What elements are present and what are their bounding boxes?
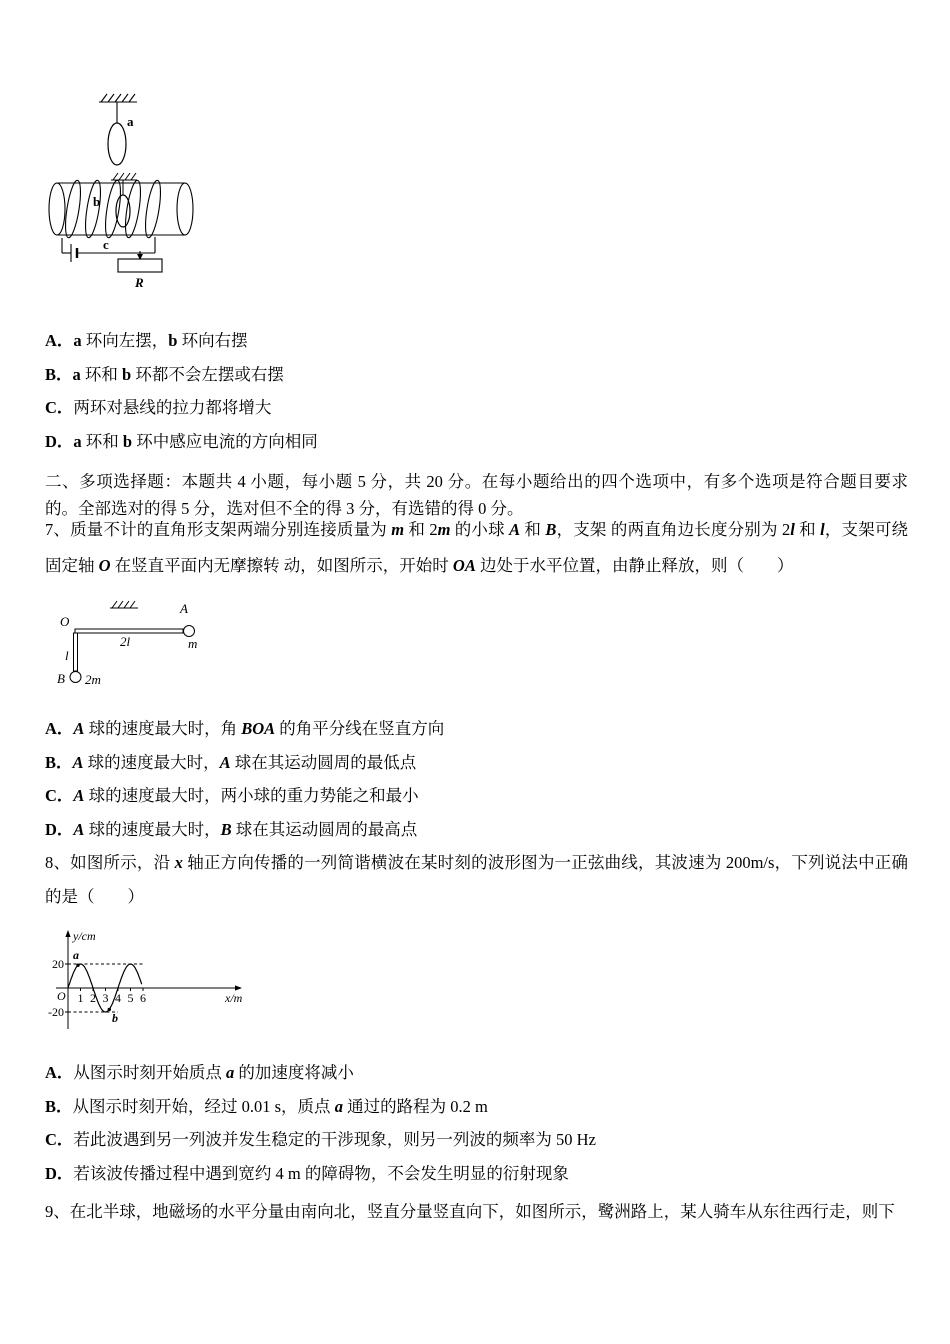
q6-option-a xyxy=(45,330,915,351)
ring-b-label: b xyxy=(93,194,101,209)
ball-B-label: B xyxy=(57,671,65,686)
xtick-1: 1 xyxy=(77,991,84,1005)
option-text: a 环和 b 环都不会左摆或右摆 xyxy=(72,364,284,384)
ytick-minus-20: -20 xyxy=(48,1005,64,1019)
q7-option-c xyxy=(45,785,915,806)
option-text: a 环和 b 环中感应电流的方向相同 xyxy=(73,431,318,451)
q7-figure-bracket xyxy=(52,598,247,698)
xtick-2: 2 xyxy=(90,991,96,1005)
option-label: D． xyxy=(45,1163,74,1183)
option-label: C． xyxy=(45,1130,74,1149)
mass-A-label: m xyxy=(188,636,198,651)
ytick-20: 20 xyxy=(52,957,64,971)
option-text: A 球的速度最大时，角 BOA 的角平分线在竖直方向 xyxy=(73,719,445,738)
circuit-wires xyxy=(62,237,162,272)
solenoid-coil xyxy=(49,179,193,238)
coil-label: c xyxy=(103,237,109,252)
option-text: 从图示时刻开始质点 a 的加速度将减小 xyxy=(73,1063,354,1082)
y-axis-arrow xyxy=(65,930,70,937)
option-label: A． xyxy=(45,1063,74,1082)
pivot-label: O xyxy=(60,614,70,629)
q6-option-b xyxy=(45,364,915,385)
ball-A-label: A xyxy=(180,601,188,616)
q6-option-d xyxy=(45,431,915,452)
option-label: B． xyxy=(45,752,73,772)
rheostat-label: R xyxy=(135,275,144,290)
option-label: A． xyxy=(45,719,74,738)
q6-figure-solenoid-circuit xyxy=(45,88,265,300)
q7-option-d xyxy=(45,819,915,840)
question-9-stem: 9、在北半球，地磁场的水平分量由南向北，竖直分量竖直向下，如图所示，鹭洲路上，某人骑车从东往西行走，则下 xyxy=(45,1202,895,1221)
option-text: 若该波传播过程中遇到宽约 4 m 的障碍物，不会发生明显的衍射现象 xyxy=(73,1163,569,1183)
origin-label: O xyxy=(57,989,66,1003)
option-label: B． xyxy=(45,1096,73,1116)
option-label: C． xyxy=(45,398,74,417)
option-label: C． xyxy=(45,786,74,805)
q8-option-d xyxy=(45,1163,915,1184)
q7-options xyxy=(45,718,915,852)
ring-a-label: a xyxy=(127,114,134,129)
mass-B-label: 2m xyxy=(85,672,101,687)
q8-options xyxy=(45,1062,915,1196)
option-text: 从图示时刻开始，经过 0.01 s，质点 a 通过的路程为 0.2 m xyxy=(72,1096,488,1116)
option-text: A 球的速度最大时，A 球在其运动圆周的最低点 xyxy=(72,752,417,772)
point-a-dot xyxy=(76,964,79,967)
option-text: A 球的速度最大时，B 球在其运动圆周的最高点 xyxy=(73,819,418,839)
ball-A xyxy=(184,626,195,637)
point-b-dot xyxy=(108,1008,111,1011)
y-axis-label: y/cm xyxy=(73,929,96,943)
q8-option-c xyxy=(45,1129,915,1150)
ring-b xyxy=(116,195,130,227)
long-arm-label: 2l xyxy=(120,634,131,649)
option-text: a 环向左摆，b 环向右摆 xyxy=(73,331,248,350)
question-8-stem: 8、如图所示，沿 x 轴正方向传播的一列简谐横波在某时刻的波形图为一正弦曲线，其波速为 200m/s，下列说法中正确的是（ ） xyxy=(45,853,909,906)
x-axis-label: x/m xyxy=(225,991,243,1005)
q8-figure-waveform xyxy=(46,926,256,1041)
q8-option-a xyxy=(45,1062,915,1083)
question-7-stem: 7、质量不计的直角形支架两端分别连接质量为 m 和 2m 的小球 A 和 B，支架 的两直角边长度分别为 2l 和 l，支架可绕固定轴 O 在竖直平面内无摩擦转 动，如图所示，开始时 OA 边处于水平位置，由静止释放，则（ ） xyxy=(45,520,909,575)
option-text: 若此波遇到另一列波并发生稳定的干涉现象，则另一列波的频率为 50 Hz xyxy=(73,1130,596,1149)
option-text: A 球的速度最大时，两小球的重力势能之和最小 xyxy=(73,786,419,805)
axes xyxy=(56,934,238,1029)
xtick-3: 3 xyxy=(102,991,109,1005)
ring-b-support xyxy=(111,173,137,195)
option-label: D． xyxy=(45,431,74,451)
q6-options xyxy=(45,330,915,464)
xtick-5: 5 xyxy=(127,991,134,1005)
short-arm-label: l xyxy=(65,648,69,663)
option-label: D． xyxy=(45,819,74,839)
x-axis-arrow xyxy=(235,985,242,990)
ring-a xyxy=(108,123,126,165)
point-a-label: a xyxy=(73,948,79,962)
xtick-4: 4 xyxy=(115,991,121,1005)
option-text: 两环对悬线的拉力都将增大 xyxy=(73,398,272,417)
q7-option-a xyxy=(45,718,915,739)
option-label: B． xyxy=(45,364,73,384)
pivot-mount xyxy=(110,601,138,608)
xtick-6: 6 xyxy=(140,991,146,1005)
q8-option-b xyxy=(45,1096,915,1117)
q6-option-c xyxy=(45,397,915,418)
point-b-label: b xyxy=(112,1011,118,1025)
q7-option-b xyxy=(45,752,915,773)
option-label: A． xyxy=(45,331,74,350)
section-2-header: 二、多项选择题：本题共 4 小题，每小题 5 分，共 20 分。在每小题给出的四个选项中，有多个选项是符合题目要求的。全部选对的得 5 分，选对但不全的得 3 分，有选错的得 0 分。 xyxy=(45,472,908,518)
ball-B xyxy=(70,672,81,683)
